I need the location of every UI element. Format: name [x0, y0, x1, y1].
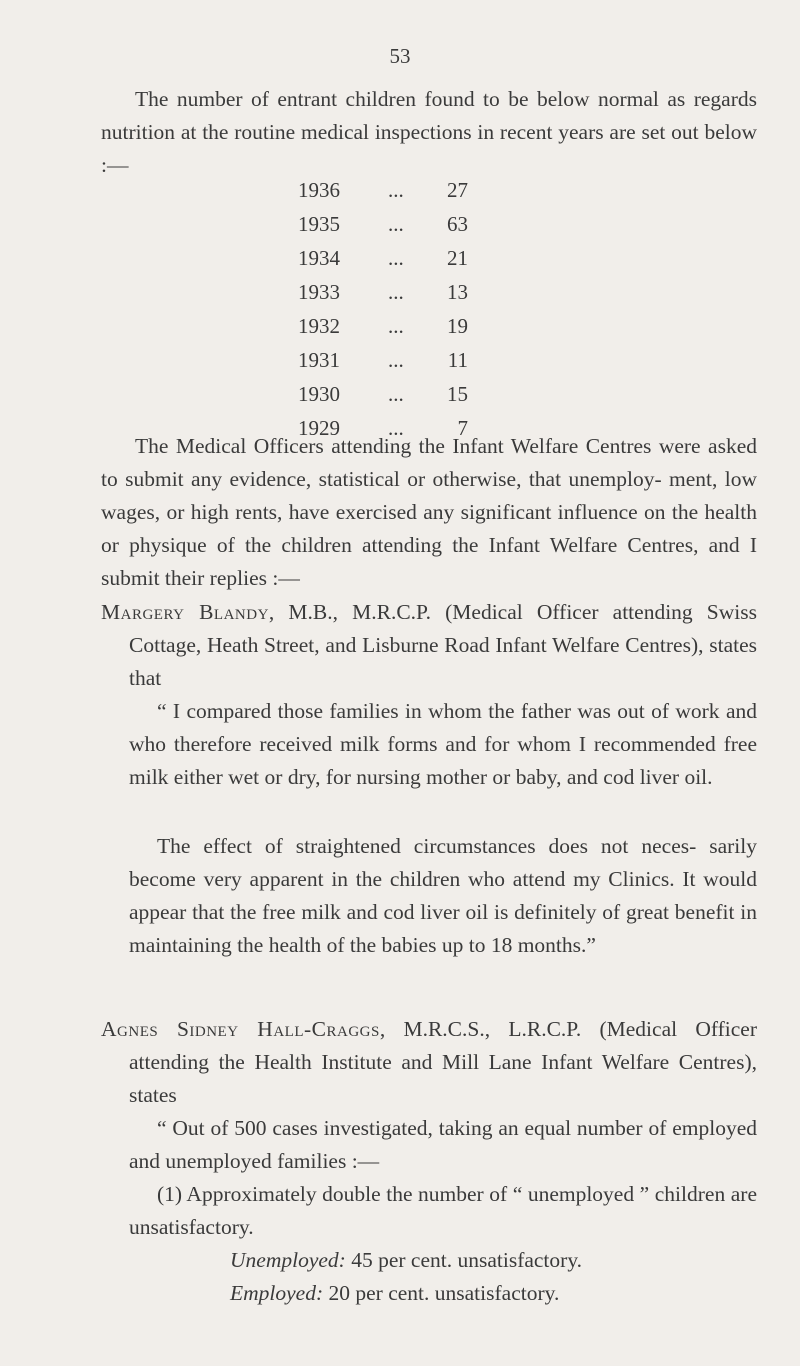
officer-name: Margery Blandy [101, 600, 269, 624]
blandy-quote-1 [129, 695, 757, 794]
officer-details: , M.R.C.S., L.R.C.P. (Medical Officer attending the Health Institute and Mill Lane Infant Welfare Centres), states [129, 1017, 758, 1107]
table-row [298, 382, 468, 416]
row-year: 1930 [298, 382, 340, 406]
para2-text: The Medical Officers attending the Infant Welfare Centres were asked to submit any evidence, statistical or otherwise, that unemploy- ment, low wages, or high rents, have exercised any significant influence on the health or physique of the children attending the Infant Welfare Centres, and I submit their replies :— [101, 434, 757, 590]
medical-officers-paragraph [101, 430, 757, 595]
row-value: 21 [447, 246, 468, 270]
table-row [298, 280, 468, 314]
row-year: 1933 [298, 280, 340, 304]
row-year: 1929 [298, 416, 340, 440]
table-row [298, 348, 468, 382]
table-row [298, 212, 468, 246]
row-year: 1936 [298, 178, 340, 202]
row-dots: ... [388, 178, 404, 202]
row-value: 7 [457, 416, 468, 440]
row-dots: ... [388, 280, 404, 304]
employed-label: Employed: [230, 1281, 324, 1305]
intro-paragraph [101, 83, 757, 182]
row-dots: ... [388, 212, 404, 236]
quote-text: “ I compared those families in whom the father was out of work and who therefore received milk forms and for whom I recommended free milk either wet or dry, for nursing mother or baby, and cod liver oil. [129, 699, 757, 789]
employed-value: 20 per cent. unsatisfactory. [323, 1281, 560, 1305]
row-value: 27 [447, 178, 468, 202]
row-value: 19 [447, 314, 468, 338]
officer-hall-craggs-paragraph [101, 1013, 757, 1112]
intro-text: The number of entrant children found to be below normal as regards nutrition at the routine medical inspections in recent years are set out below :— [101, 87, 757, 177]
row-value: 15 [447, 382, 468, 406]
hall-craggs-quote-2 [129, 1178, 757, 1244]
row-value: 13 [447, 280, 468, 304]
table-row [298, 314, 468, 348]
page-number: 53 [389, 44, 411, 68]
unemployed-line [230, 1244, 582, 1277]
officer-details: , M.B., M.R.C.P. (Medical Officer attending Swiss Cottage, Heath Street, and Lisburne Road Infant Welfare Centres), states that [129, 600, 757, 690]
row-year: 1934 [298, 246, 340, 270]
row-year: 1935 [298, 212, 340, 236]
row-dots: ... [388, 314, 404, 338]
row-dots: ... [388, 382, 404, 406]
row-dots: ... [388, 348, 404, 372]
officer-blandy-paragraph [101, 596, 757, 695]
table-row [298, 246, 468, 280]
quote-text: The effect of straightened circumstances does not neces- sarily become very apparent in the children who attend my Clinics. It would appear that the free milk and cod liver oil is definitely of great benefit in maintaining the health of the babies up to 18 months.” [129, 834, 757, 957]
officer-name: Agnes Sidney Hall-Craggs [101, 1017, 380, 1041]
table-row [298, 178, 468, 212]
row-year: 1932 [298, 314, 340, 338]
row-value: 63 [447, 212, 468, 236]
blandy-quote-2 [129, 830, 757, 962]
row-dots: ... [388, 416, 404, 440]
quote-text: (1) Approximately double the number of “ unemployed ” children are unsatisfactory. [129, 1182, 757, 1239]
hall-craggs-quote-1 [129, 1112, 757, 1178]
row-dots: ... [388, 246, 404, 270]
row-year: 1931 [298, 348, 340, 372]
employed-line [230, 1277, 559, 1310]
unemployed-value: 45 per cent. unsatisfactory. [345, 1248, 583, 1272]
quote-text: “ Out of 500 cases investigated, taking an equal number of employed and unemployed families :— [129, 1116, 757, 1173]
row-value: 11 [447, 348, 468, 372]
unemployed-label: Unemployed: [230, 1248, 346, 1272]
